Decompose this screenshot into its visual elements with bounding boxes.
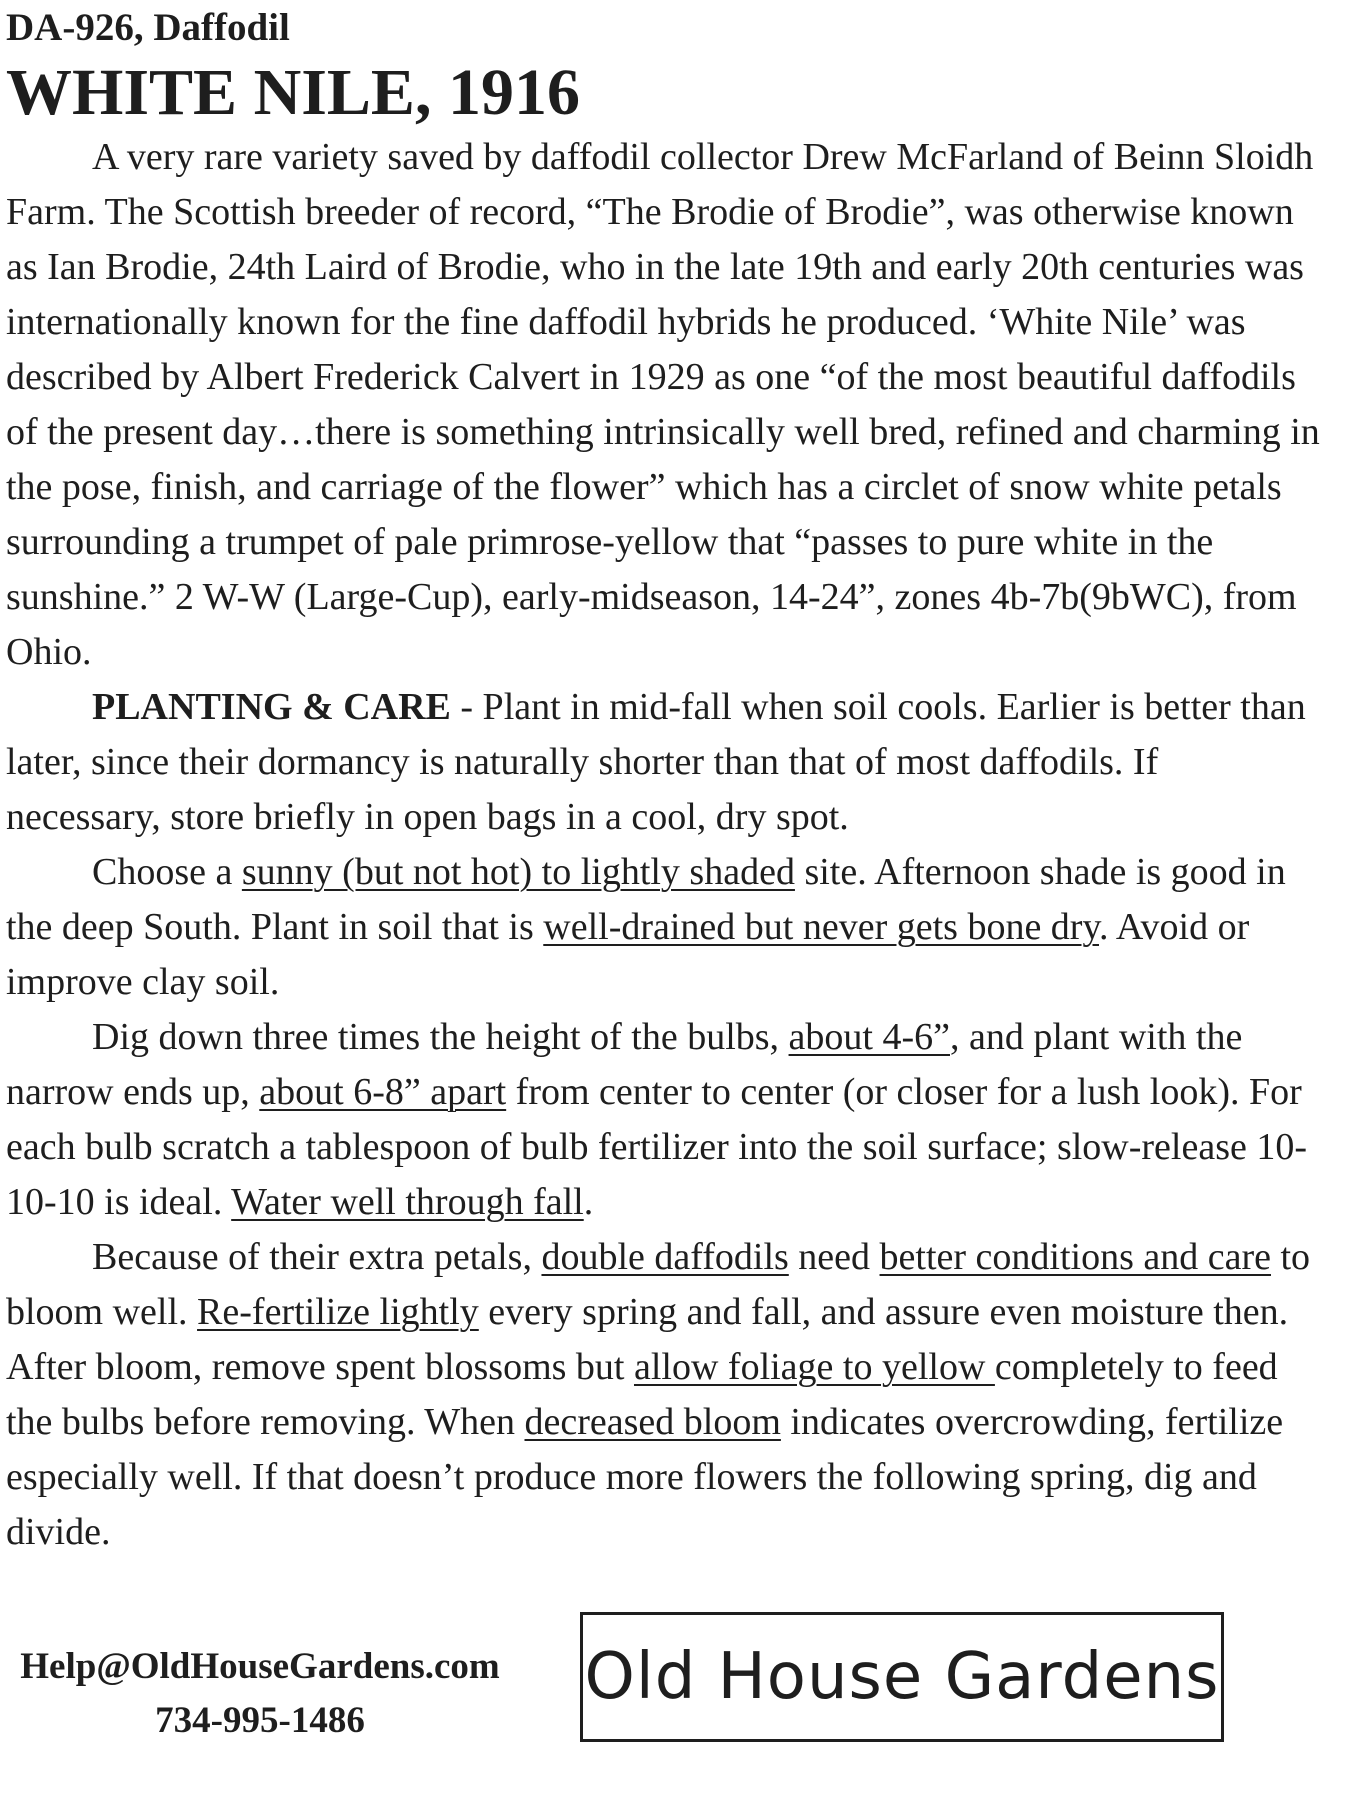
contact-phone: 734-995-1486 xyxy=(155,1700,365,1741)
product-card xyxy=(6,0,1322,1560)
description-paragraph: A very rare variety saved by daffodil collector Drew McFarland of Beinn Sloidh Farm. The Scottish breeder of record, “The Brodie of Brodie”, was otherwise known as Ian Brodie, 24th Laird of Brodie, who in the late 19th and early 20th centuries was internationally known for the fine daffodil hybrids he produced. ‘White Nile’ was described by Albert Frederick Calvert in 1929 as one “of the most beautiful daffodils of the present day…there is something intrinsically well bred, refined and charming in the pose, finish, and carriage of the flower” which has a circlet of snow white petals surrounding a trumpet of pale primrose-yellow that “passes to pure white in the sunshine.” 2 W-W (Large-Cup), early-midseason, 14-24”, zones 4b-7b(9bWC), from Ohio. xyxy=(6,136,1320,673)
care-p1-text: - Plant in mid-fall when soil cools. Earlier is better than later, since their dormancy is naturally shorter than that of most daffodils. If necessary, store briefly in open bags in a cool, dry spot. xyxy=(6,686,1306,838)
contact-email: Help@OldHouseGardens.com xyxy=(20,1646,500,1687)
text-run: every spring and fall, and assure even moisture then. After bloom, remove spent blossoms but xyxy=(6,1291,1289,1388)
text-run: need xyxy=(788,1236,880,1278)
text-run: . Avoid or improve clay soil. xyxy=(6,906,1250,1003)
text-run: . xyxy=(583,1181,594,1223)
underlined-text: Water well through fall xyxy=(231,1181,584,1223)
text-run: Because of their extra petals, xyxy=(92,1236,542,1278)
text-run: indicates overcrowding, fertilize especially well. If that doesn’t produce more flowers the following spring, dig and divide. xyxy=(6,1401,1284,1553)
logo-text: Old House Gardens xyxy=(584,1640,1220,1714)
underlined-text: about 4-6” xyxy=(788,1016,950,1058)
care-paragraph-4 xyxy=(6,1230,1322,1560)
brand-logo xyxy=(580,1612,1224,1742)
care-paragraph-3 xyxy=(6,1010,1322,1230)
underlined-text: sunny (but not hot) to lightly shaded xyxy=(241,851,795,893)
underlined-text: well-drained but never gets bone dry xyxy=(543,906,1099,948)
text-run: Choose a xyxy=(92,851,242,893)
care-paragraph-1 xyxy=(6,680,1322,845)
text-run: site. Afternoon shade is good in the deep South. Plant in soil that is xyxy=(6,851,1286,948)
underlined-text: decreased bloom xyxy=(524,1401,781,1443)
text-run: completely to feed the bulbs before removing. When xyxy=(6,1346,1278,1443)
product-title: WHITE NILE, 1916 xyxy=(6,56,580,129)
product-code: DA-926, Daffodil xyxy=(6,6,290,49)
underlined-text: better conditions and care xyxy=(879,1236,1271,1278)
body-text xyxy=(6,130,1322,1560)
underlined-text: about 6-8” apart xyxy=(259,1071,507,1113)
underlined-text: double daffodils xyxy=(541,1236,789,1278)
care-paragraph-2 xyxy=(6,845,1322,1010)
underlined-text: Re-fertilize lightly xyxy=(197,1291,479,1333)
text-run: Dig down three times the height of the bulbs, xyxy=(92,1016,789,1058)
care-heading: PLANTING & CARE xyxy=(92,686,451,728)
underlined-text: allow foliage to yellow xyxy=(633,1346,995,1388)
text-run: to bloom well. xyxy=(6,1236,1311,1333)
text-run: from center to center (or closer for a lush look). For each bulb scratch a tablespoon of bulb fertilizer into the soil surface; slow-release 10-10-10 is ideal. xyxy=(6,1071,1308,1223)
text-run: , and plant with the narrow ends up, xyxy=(6,1016,1243,1113)
contact-info xyxy=(0,1640,520,1748)
